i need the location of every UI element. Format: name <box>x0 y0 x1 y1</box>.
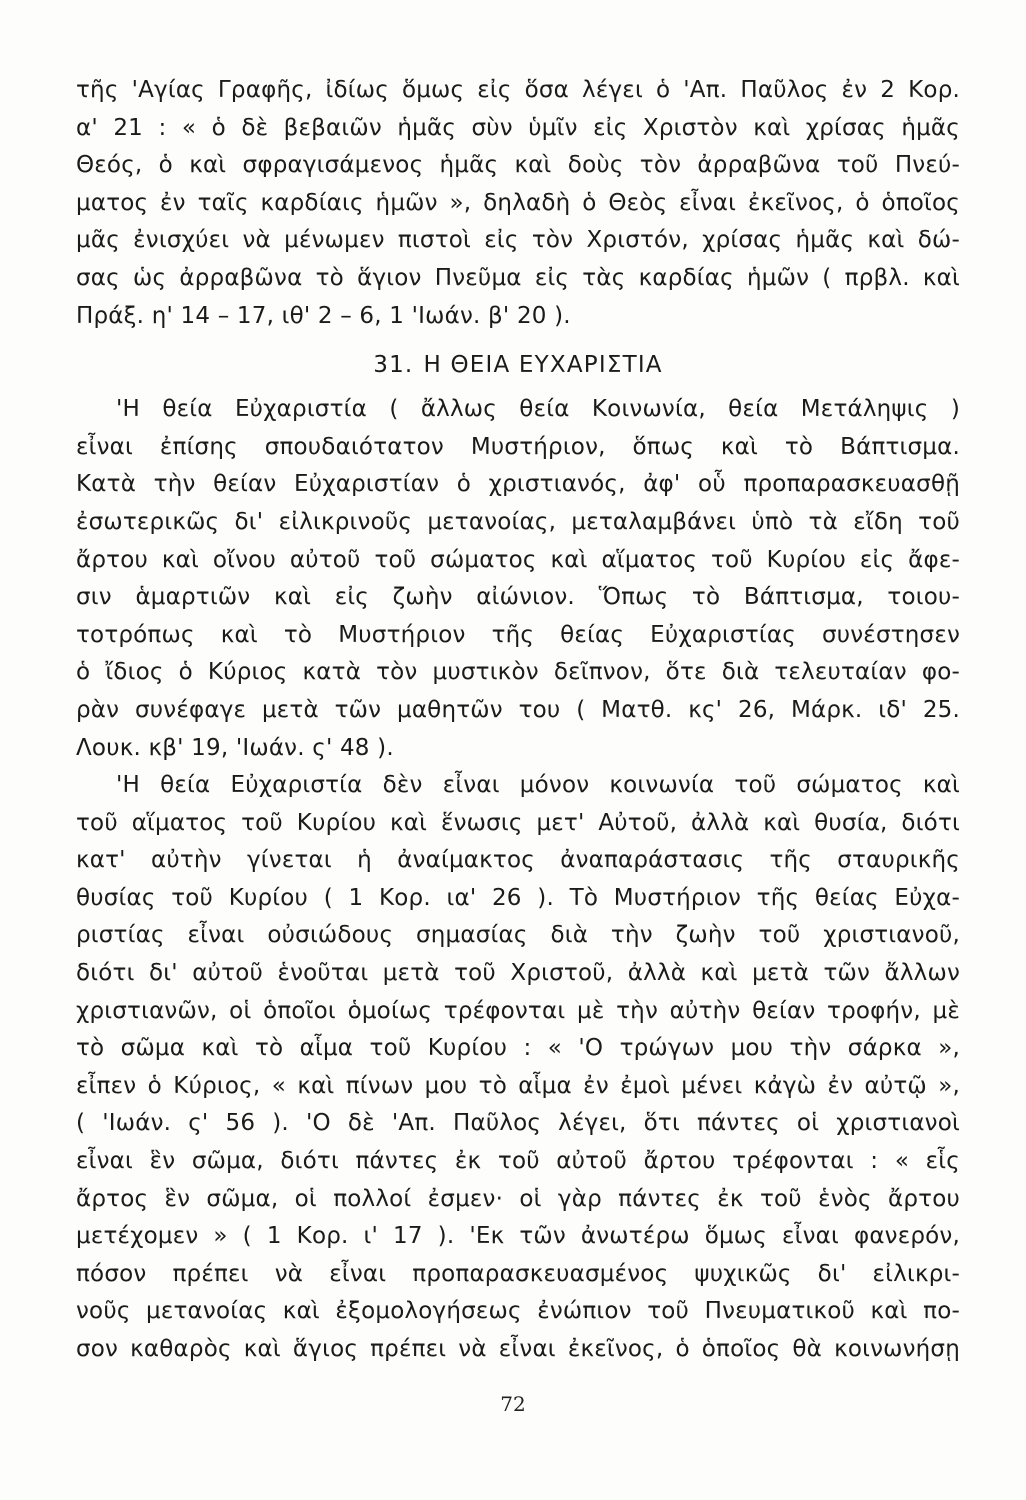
text-line: σιν ἁμαρτιῶν καὶ εἰς ζωὴν αἰώνιον. Ὅπως τὸ Βάπτισμα, τοιου- <box>76 584 960 611</box>
text-line: πόσον πρέπει νὰ εἶναι προπαρασκευασμένος ψυχικῶς δι' εἰλικρι- <box>76 1260 960 1287</box>
text-line: ἄρτος ἓν σῶμα, οἱ πολλοί ἐσμεν· οἱ γὰρ πάντες ἐκ τοῦ ἑνὸς ἄρτου <box>76 1185 960 1212</box>
text-line: Πράξ. η' 14 – 17, ιθ' 2 – 6, 1 'Ιωάν. β' 20 ). <box>76 302 571 329</box>
text-line: ματος ἐν ταῖς καρδίαις ἡμῶν », δηλαδὴ ὁ Θεὸς εἶναι ἐκεῖνος, ὁ ὁποῖος <box>76 189 960 216</box>
paragraph-intro <box>76 72 960 335</box>
paragraph-second <box>76 391 960 767</box>
text-line: θυσίας τοῦ Κυρίου ( 1 Κορ. ια' 26 ). Τὸ Μυστήριον τῆς θείας Εὐχα- <box>76 884 960 911</box>
text-line: εἶπεν ὁ Κύριος, « καὶ πίνων μου τὸ αἷμα ἐν ἐμοὶ μένει κἀγὼ ἐν αὐτῷ », <box>76 1072 960 1099</box>
text-line: διότι δι' αὐτοῦ ἑνοῦται μετὰ τοῦ Χριστοῦ, ἀλλὰ καὶ μετὰ τῶν ἄλλων <box>76 960 960 987</box>
text-line: Κατὰ τὴν θείαν Εὐχαριστίαν ὁ χριστιανός, ἀφ' οὗ προπαρασκευασθῇ <box>76 471 960 498</box>
text-line: ἐσωτερικῶς δι' εἰλικρινοῦς μετανοίας, μεταλαμβάνει ὑπὸ τὰ εἴδη τοῦ <box>76 508 960 535</box>
text-line: μετέχομεν » ( 1 Κορ. ι' 17 ). 'Εκ τῶν ἀνωτέρω ὅμως εἶναι φανερόν, <box>76 1223 960 1250</box>
text-line: εἶναι ἐπίσης σπουδαιότατον Μυστήριον, ὅπως καὶ τὸ Βάπτισμα. <box>76 433 960 460</box>
text-line: ριστίας εἶναι οὐσιώδους σημασίας διὰ τὴν ζωὴν τοῦ χριστιανοῦ, <box>76 922 960 949</box>
text-line: μᾶς ἐνισχύει νὰ μένωμεν πιστοὶ εἰς τὸν Χριστόν, χρίσας ἡμᾶς καὶ δώ- <box>76 227 960 254</box>
text-line: Θεός, ὁ καὶ σφραγισάμενος ἡμᾶς καὶ δοὺς τὸν ἀρραβῶνα τοῦ Πνεύ- <box>76 152 960 179</box>
text-line: α' 21 : « ὁ δὲ βεβαιῶν ἡμᾶς σὺν ὑμῖν εἰς Χριστὸν καὶ χρίσας ἡμᾶς <box>76 114 960 141</box>
text-line: τῆς 'Αγίας Γραφῆς, ἰδίως ὅμως εἰς ὅσα λέγει ὁ 'Απ. Παῦλος ἐν 2 Κορ. <box>76 77 960 103</box>
text-line: σον καθαρὸς καὶ ἅγιος πρέπει νὰ εἶναι ἐκεῖνος, ὁ ὁποῖος θὰ κοινωνήσῃ <box>76 1336 960 1362</box>
text-line: τοῦ αἵματος τοῦ Κυρίου καὶ ἕνωσις μετ' Αὐτοῦ, ἀλλὰ καὶ θυσία, διότι <box>76 809 960 836</box>
paragraph-third <box>76 767 960 1369</box>
page-number: 72 <box>500 1392 526 1416</box>
text-line: τὸ σῶμα καὶ τὸ αἷμα τοῦ Κυρίου : « 'Ο τρώγων μου τὴν σάρκα », <box>76 1035 960 1062</box>
text-line: ὁ ἴδιος ὁ Κύριος κατὰ τὸν μυστικὸν δεῖπνον, ὅτε διὰ τελευταίαν φο- <box>76 659 960 686</box>
section-heading <box>76 339 960 391</box>
text-line: ρὰν συνέφαγε μετὰ τῶν μαθητῶν του ( Ματθ. κς' 26, Μάρκ. ιδ' 25. <box>76 696 960 723</box>
text-line: νοῦς μετανοίας καὶ ἐξομολογήσεως ἐνώπιον τοῦ Πνευματικοῦ καὶ πο- <box>76 1298 960 1325</box>
section-title: Η ΘΕΙΑ ΕΥΧΑΡΙΣΤΙΑ <box>423 352 663 379</box>
text-line: Λουκ. κβ' 19, 'Ιωάν. ς' 48 ). <box>76 734 394 761</box>
text-line: ( 'Ιωάν. ς' 56 ). 'Ο δὲ 'Απ. Παῦλος λέγει, ὅτι πάντες οἱ χριστιανοὶ <box>76 1110 960 1137</box>
text-line: τοτρόπως καὶ τὸ Μυστήριον τῆς θείας Εὐχαριστίας συνέστησεν <box>76 621 960 648</box>
page-text <box>76 72 960 1369</box>
text-line: ἄρτου καὶ οἴνου αὐτοῦ τοῦ σώματος καὶ αἵματος τοῦ Κυρίου εἰς ἄφε- <box>76 546 960 573</box>
text-line: εἶναι ἓν σῶμα, διότι πάντες ἐκ τοῦ αὐτοῦ ἄρτου τρέφονται : « εἷς <box>76 1148 960 1175</box>
section-number: 31. <box>373 352 414 379</box>
text-line: χριστιανῶν, οἱ ὁποῖοι ὁμοίως τρέφονται μὲ τὴν αὐτὴν θείαν τροφήν, μὲ <box>76 997 960 1024</box>
text-line: 'Η θεία Εὐχαριστία δὲν εἶναι μόνον κοινωνία τοῦ σώματος καὶ <box>116 772 960 799</box>
text-line: σας ὡς ἀρραβῶνα τὸ ἅγιον Πνεῦμα εἰς τὰς καρδίας ἡμῶν ( πρβλ. καὶ <box>76 264 960 291</box>
text-line: 'Η θεία Εὐχαριστία ( ἄλλως θεία Κοινωνία, θεία Μετάληψις ) <box>116 396 960 423</box>
text-line: κατ' αὐτὴν γίνεται ἡ ἀναίμακτος ἀναπαράστασις τῆς σταυρικῆς <box>76 847 960 874</box>
